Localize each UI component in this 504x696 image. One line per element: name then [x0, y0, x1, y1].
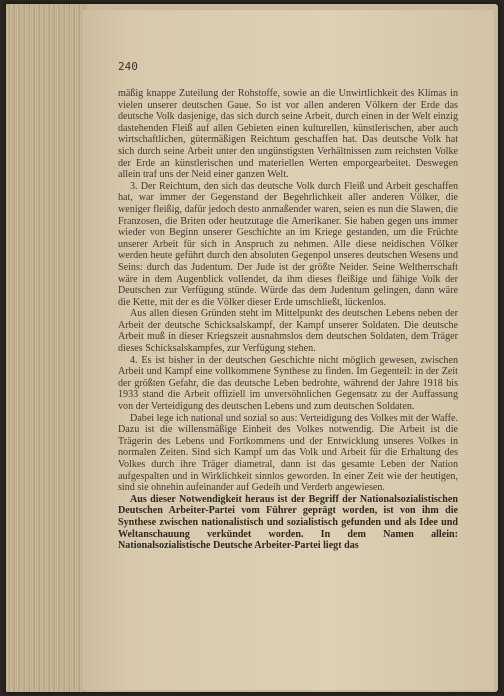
paragraph-5: Dabei lege ich national und sozial so aus: Verteidigung des Volkes mit der Waffe. Dazu ist die willensmäßige Einheit des Volkes notwendig. Die Arbeit ist die Trägerin des Lebens und Fortkommens und der Entwicklung unseres Volkes in normalen Zeiten. Sind sich Kampf um das Volk und Arbeit für die Erhaltung des Volkes durch ihre Träger diametral, dann ist das gesamte Leben der Nation aufgespalten und in Wirklichkeit sinnlos geworden. In einer Zeit wie der heutigen, sind sie ohnehin aufeinander auf Gedeih und Verderb angewiesen.: [118, 412, 458, 494]
paragraph-3: Aus allen diesen Gründen steht im Mittelpunkt des deutschen Lebens neben der Arbeit der deutsche Schicksalskampf, der Kampf unserer Soldaten. Die deutsche Arbeit muß in dieser Kriegszeit ausnahmslos dem deutschen Soldaten, dem Träger dieses Schicksalskampfes, zur Verfügung stehen.: [118, 308, 458, 355]
paragraph-2: 3. Der Reichtum, den sich das deutsche Volk durch Fleiß und Arbeit geschaffen hat, war immer der Gegenstand der Begehrlichkeit aller anderen Völker, die weniger fleißig, dafür jedoch desto anmaßender waren, seien es nun die Slawen, die Franzosen, die Briten oder heutzutage die Amerikaner. Sie haben gegen uns immer wieder von Beginn unserer Geschichte an im Kriege gestanden, um die Früchte unserer Arbeit für sich in Anspruch zu nehmen. Alle diese neidischen Völker werden heute geführt durch den absoluten Gegenpol unseres deutschen Wesens und Seins: durch das Judentum. Der Jude ist der größte Neider. Seine Weltherrschaft wäre in dem Augenblick vollendet, da ihm dieses fleißige und fähige Volk der Deutschen zur Verfügung stünde. Würde das dem Judentum gelingen, dann wäre die Kette, mit der es die Völker dieser Erde umschließt, lückenlos.: [118, 180, 458, 308]
page-number: 240: [118, 60, 138, 73]
page-edges: [6, 4, 88, 692]
paragraph-1: mäßig knappe Zuteilung der Rohstoffe, sowie an die Unwirtlichkeit des Klimas in vielen unserer deutschen Gaue. So ist vor allen anderen Völkern der Erde das deutsche Volk dasjenige, das sich durch seine Arbeit, durch einen in der Welt einzig dastehenden Fleiß auf allen Gebieten einen kulturellen, künstlerischen, aber auch wirtschaftlichen, gütermäßigen Reichtum geschaffen hat. Das deutsche Volk hat sich durch seine Arbeit unter den ungünstigsten Verhältnissen zum reichsten Volke der Erde an künstlerischen und materiellen Werten emporgearbeitet. Deswegen allein traf uns der Neid einer ganzen Welt.: [118, 88, 458, 181]
paragraph-6: Aus dieser Notwendigkeit heraus ist der Begriff der Nationalsozialistischen Deutschen Arbeiter-Partei vom Führer geprägt worden, ist von ihm die Synthese zwischen nationalistisch und sozialistisch gefunden und als Idee und Weltanschauung verkündet worden. In dem Namen allein: Nationalsozialistische Deutsche Arbeiter-Partei liegt das: [118, 493, 458, 552]
page-text: [118, 88, 458, 552]
paragraph-4: 4. Es ist bisher in der deutschen Geschichte nicht möglich gewesen, zwischen Arbeit und Kampf eine vollkommene Synthese zu finden. Im Gegenteil: in der Zeit der größten Gefahr, die das deutsche Leben bedrohte, während der Jahre 1918 bis 1933 stand die Arbeit offiziell im unversöhnlichen Gegensatz zu der Auffassung von der Verteidigung des deutschen Lebens und zum deutschen Soldaten.: [118, 354, 458, 413]
